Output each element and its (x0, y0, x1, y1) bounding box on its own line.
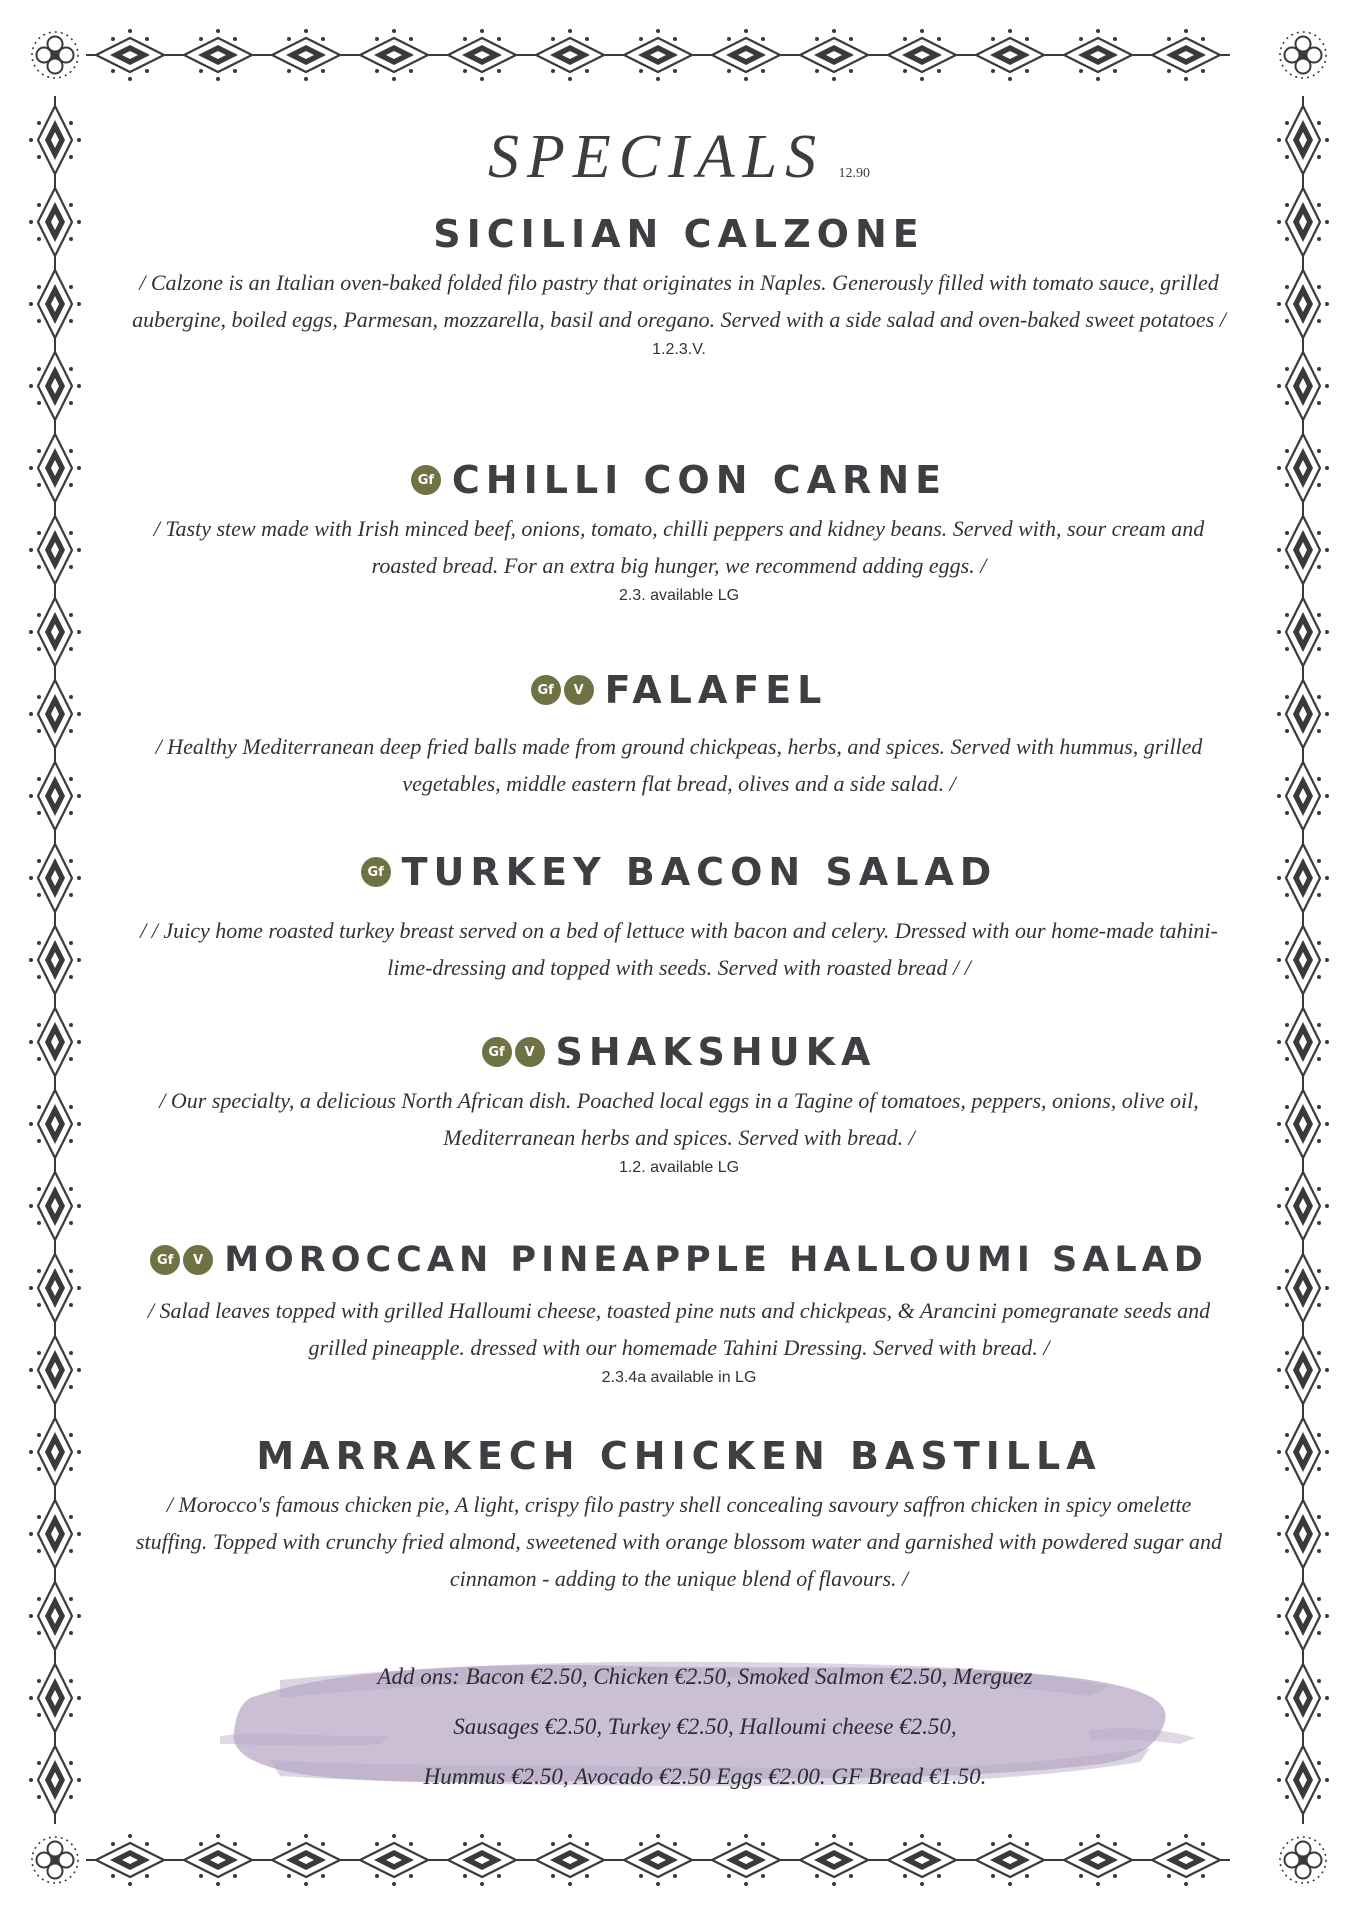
border-diamond (262, 29, 350, 81)
dish-name: SICILIAN CALZONE (433, 212, 925, 256)
border-diamond (1277, 1736, 1329, 1824)
dish-allergen-note: 2.3.4a available in LG (601, 1369, 757, 1386)
dish-allergen-note: 1.2. available LG (618, 1159, 740, 1176)
corner-flower-icon (1280, 1837, 1326, 1883)
border-diamond (174, 29, 262, 81)
corner-flower-icon (1280, 32, 1326, 78)
dish-description: / Our specialty, a delicious North African dish. Poached local eggs in a Tagine of tomatoes, peppers, onions, olive oil, Mediterranean herbs and spices. Served with bread. / (159, 1088, 1199, 1150)
dish-description: / Salad leaves topped with grilled Halloumi cheese, toasted pine nuts and chickpeas, & Arancini pomegranate seeds and grilled pineapple. dressed with our homemade Tahini Dressing. Served with bread. / (147, 1298, 1211, 1360)
dish-description: / Morocco's famous chicken pie, A light, crispy filo pastry shell concealing savoury saffron chicken in spicy omelette stuffing. Topped with crunchy fried almond, sweetened with orange blossom water and garnished with powdered sugar and cinnamon - adding to the unique blend of flavours. / (135, 1492, 1223, 1591)
border-diamond (1142, 1834, 1230, 1886)
border-diamond (438, 1834, 526, 1886)
dish-badges (411, 465, 444, 495)
corner-flower-icon (32, 1837, 78, 1883)
vegetarian-badge-icon: V (564, 675, 594, 705)
border-diamond (29, 342, 81, 430)
dish-badges (482, 1037, 548, 1067)
gluten-free-badge-icon: Gf (411, 465, 441, 495)
dish-shakshuka (110, 1030, 1248, 1180)
page-price: 12.90 (838, 166, 871, 181)
border-diamond (1277, 1490, 1329, 1578)
border-diamond (29, 1080, 81, 1168)
border-diamond (614, 29, 702, 81)
border-diamond (702, 1834, 790, 1886)
border-diamond (350, 1834, 438, 1886)
border-diamond (966, 1834, 1054, 1886)
dish-turkey-bacon-salad (110, 850, 1248, 986)
corner-flower-icon (32, 32, 78, 78)
gluten-free-badge-icon: Gf (531, 675, 561, 705)
addons-line: Hummus €2.50, Avocado €2.50 Eggs €2.00. GF Bread €1.50. (423, 1764, 987, 1789)
border-diamond (350, 29, 438, 81)
dish-description: / Healthy Mediterranean deep fried balls made from ground chickpeas, herbs, and spices. Served with hummus, grilled vegetables, middle eastern flat bread, olives and a side salad. / (155, 734, 1203, 796)
vegetarian-badge-icon: V (515, 1037, 545, 1067)
border-diamond (1277, 752, 1329, 840)
border-diamond (1277, 670, 1329, 758)
dish-name: MOROCCAN PINEAPPLE HALLOUMI SALAD (224, 1240, 1208, 1280)
border-diamond (1277, 260, 1329, 348)
border-diamond (1277, 916, 1329, 1004)
border-diamond (29, 670, 81, 758)
border-diamond (29, 1736, 81, 1824)
border-diamond (86, 29, 174, 81)
dish-name: CHILLI CON CARNE (451, 458, 948, 502)
border-diamond (29, 1408, 81, 1496)
border-diamond (790, 1834, 878, 1886)
border-diamond (1277, 834, 1329, 922)
border-diamond (702, 29, 790, 81)
dish-description: / Calzone is an Italian oven-baked folded filo pastry that originates in Naples. Generously filled with tomato sauce, grilled aubergine, boiled eggs, Parmesan, mozzarella, basil and oregano. Served with a side salad and oven-baked sweet potatoes / (132, 270, 1226, 332)
dish-badges (531, 675, 597, 705)
border-diamond (262, 1834, 350, 1886)
border-diamond (1277, 1162, 1329, 1250)
border-diamond (438, 29, 526, 81)
dish-name: MARRAKECH CHICKEN BASTILLA (256, 1434, 1102, 1478)
border-diamond (526, 1834, 614, 1886)
border-diamond (29, 916, 81, 1004)
dish-moroccan-pineapple-halloumi-salad (110, 1240, 1248, 1390)
border-diamond (174, 1834, 262, 1886)
border-diamond (29, 506, 81, 594)
dish-chilli-con-carne (110, 458, 1248, 608)
border-diamond (1277, 1408, 1329, 1496)
border-diamond (878, 1834, 966, 1886)
border-diamond (1054, 1834, 1142, 1886)
page-header (0, 122, 1358, 193)
border-diamond (29, 1162, 81, 1250)
dish-description: / Tasty stew made with Irish minced beef, onions, tomato, chilli peppers and kidney beans. Served with, sour cream and roasted bread. For an extra big hunger, we recommend adding eggs. / (153, 516, 1205, 578)
dish-description: / / Juicy home roasted turkey breast served on a bed of lettuce with bacon and celery. Dressed with our home-made tahini-lime-dressing and topped with seeds. Served with roasted bread / / (140, 918, 1218, 980)
addons-line: Sausages €2.50, Turkey €2.50, Halloumi cheese €2.50, (453, 1714, 957, 1739)
border-diamond (86, 1834, 174, 1886)
dish-sicilian-calzone (110, 212, 1248, 362)
border-diamond (1277, 506, 1329, 594)
border-diamond (1277, 424, 1329, 512)
dish-name: TURKEY BACON SALAD (401, 850, 998, 894)
gluten-free-badge-icon: Gf (150, 1245, 180, 1275)
gluten-free-badge-icon: Gf (482, 1037, 512, 1067)
vegetarian-badge-icon: V (183, 1245, 213, 1275)
dish-name: FALAFEL (604, 668, 828, 712)
dish-falafel (110, 668, 1248, 802)
border-diamond (1277, 1244, 1329, 1332)
dish-allergen-note: 2.3. available LG (618, 587, 740, 604)
border-diamond (1277, 1326, 1329, 1414)
border-diamond (1277, 588, 1329, 676)
border-diamond (29, 1244, 81, 1332)
border-diamond (1142, 29, 1230, 81)
border-diamond (29, 424, 81, 512)
border-diamond (1277, 1080, 1329, 1168)
dish-badges (150, 1245, 216, 1275)
border-diamond (526, 29, 614, 81)
dish-marrakech-chicken-bastilla (110, 1434, 1248, 1597)
gluten-free-badge-icon: Gf (361, 857, 391, 887)
border-diamond (29, 752, 81, 840)
border-diamond (878, 29, 966, 81)
border-diamond (790, 29, 878, 81)
border-diamond (1277, 1572, 1329, 1660)
border-diamond (29, 1572, 81, 1660)
border-diamond (966, 29, 1054, 81)
border-diamond (29, 1326, 81, 1414)
border-diamond (1277, 1654, 1329, 1742)
dish-badges (361, 857, 394, 887)
border-diamond (29, 588, 81, 676)
addons-line: Add ons: Bacon €2.50, Chicken €2.50, Smoked Salmon €2.50, Merguez (377, 1664, 1033, 1689)
border-diamond (29, 1490, 81, 1578)
border-diamond (1054, 29, 1142, 81)
border-diamond (614, 1834, 702, 1886)
dish-name: SHAKSHUKA (555, 1030, 877, 1074)
border-diamond (29, 260, 81, 348)
border-diamond (29, 834, 81, 922)
dish-allergen-note: 1.2.3.V. (652, 341, 706, 358)
border-diamond (1277, 342, 1329, 430)
border-diamond (29, 998, 81, 1086)
border-diamond (1277, 998, 1329, 1086)
addons-text (210, 1652, 1200, 1802)
border-diamond (29, 1654, 81, 1742)
page-title: SPECIALS (487, 123, 825, 191)
addons-panel (210, 1640, 1200, 1790)
